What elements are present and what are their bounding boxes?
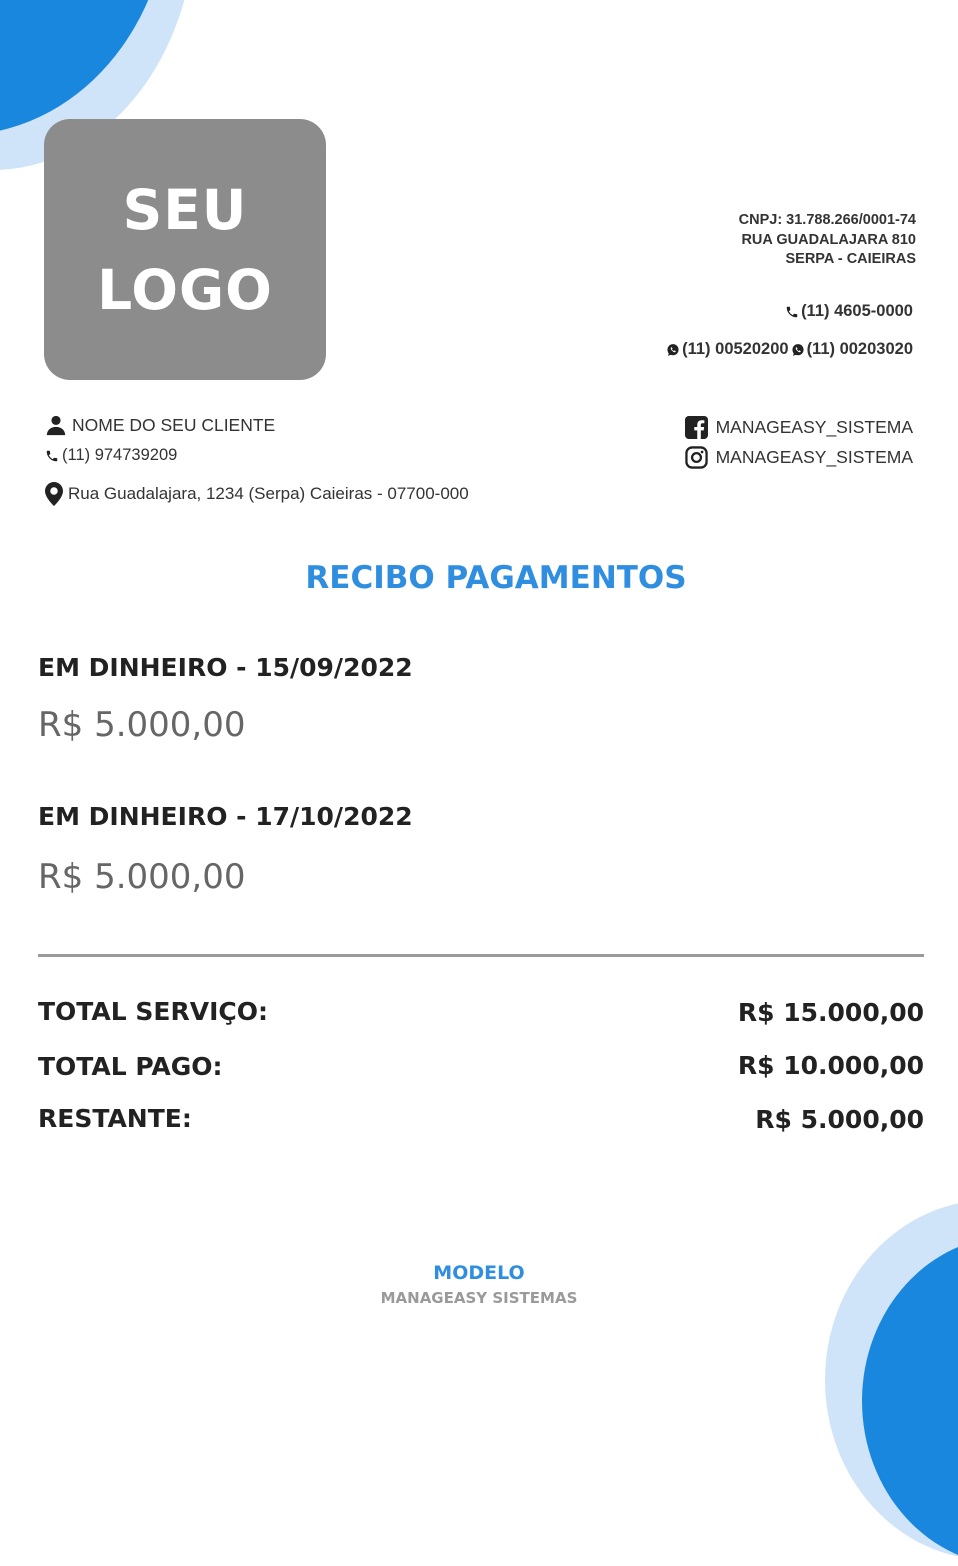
facebook-handle: MANAGEASY_SISTEMA — [715, 417, 913, 437]
client-name-line — [45, 414, 275, 436]
logo-placeholder — [44, 119, 326, 380]
instagram-handle: MANAGEASY_SISTEMA — [715, 447, 913, 467]
whatsapp-icon — [666, 343, 680, 357]
company-whatsapp-1: (11) 00520200 — [682, 340, 789, 358]
company-whatsapp-2: (11) 00203020 — [806, 340, 913, 358]
payment-label: EM DINHEIRO - 15/09/2022 — [38, 653, 413, 682]
location-pin-icon — [45, 482, 63, 506]
divider — [38, 954, 924, 957]
client-phone-line — [45, 446, 177, 465]
instagram-icon — [685, 446, 708, 469]
total-paid-value: R$ 10.000,00 — [737, 1051, 924, 1080]
total-service-value: R$ 15.000,00 — [737, 998, 924, 1027]
logo-text-line1: SEU — [122, 177, 248, 242]
phone-icon — [45, 449, 59, 463]
logo-text-line2: LOGO — [97, 257, 273, 322]
remaining-label: RESTANTE: — [38, 1104, 192, 1133]
company-city: SERPA - CAIEIRAS — [785, 251, 916, 267]
facebook-icon — [685, 416, 708, 439]
company-cnpj: CNPJ: 31.788.266/0001-74 — [738, 212, 916, 228]
company-phone-line — [785, 302, 913, 321]
phone-icon — [785, 305, 799, 319]
user-icon — [45, 414, 67, 436]
page-title: RECIBO PAGAMENTOS — [305, 560, 687, 596]
company-street: RUA GUADALAJARA 810 — [741, 231, 916, 248]
payment-value: R$ 5.000,00 — [38, 705, 246, 745]
total-paid-label: TOTAL PAGO: — [38, 1052, 223, 1081]
company-info — [739, 211, 916, 270]
remaining-value: R$ 5.000,00 — [755, 1105, 924, 1134]
instagram-line — [685, 446, 913, 469]
payment-label: EM DINHEIRO - 17/10/2022 — [38, 802, 413, 831]
client-address: Rua Guadalajara, 1234 (Serpa) Caieiras - 07700-000 — [68, 484, 469, 503]
whatsapp-icon — [791, 343, 805, 357]
footer-company-label: MANAGEASY SISTEMAS — [380, 1289, 578, 1307]
facebook-line — [685, 416, 913, 439]
client-name: NOME DO SEU CLIENTE — [72, 414, 276, 435]
client-address-line — [45, 482, 469, 506]
company-whatsapp-line — [666, 340, 913, 359]
payment-value: R$ 5.000,00 — [38, 857, 246, 897]
total-service-label: TOTAL SERVIÇO: — [38, 997, 268, 1026]
client-phone: (11) 974739209 — [62, 446, 178, 464]
footer-model-label: MODELO — [433, 1262, 525, 1284]
company-phone: (11) 4605-0000 — [801, 302, 913, 320]
